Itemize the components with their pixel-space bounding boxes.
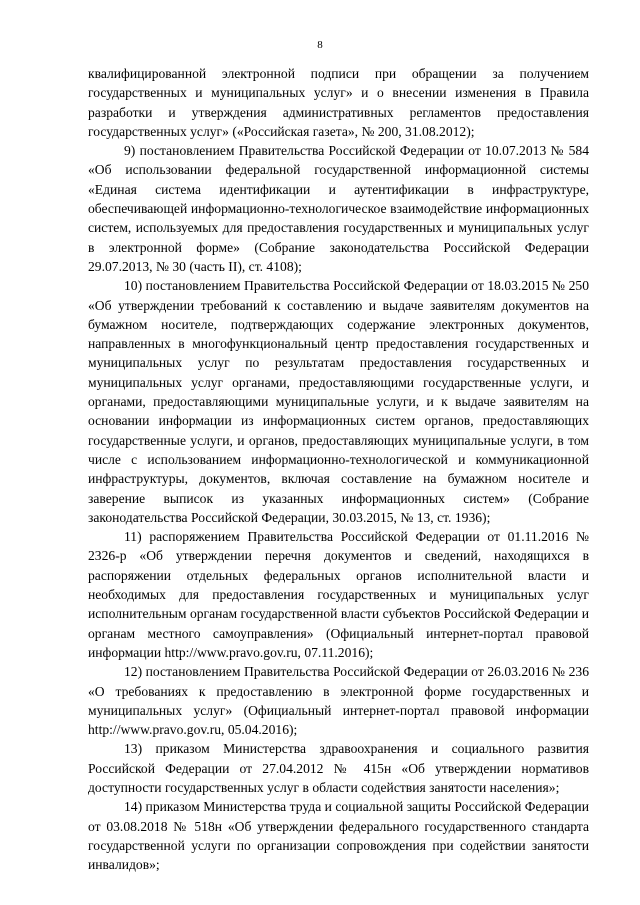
- list-item-12: 12) постановлением Правительства Российской Федерации от 26.03.2016 № 236 «О требованиях к предоставлению в электронной форме государственных и муниципальных услуг» (Официальный интернет-портал правовой информации http://www.pravo.gov.ru, 05.04.2016);: [88, 664, 589, 738]
- list-item-14: 14) приказом Министерства труда и социальной защиты Российской Федерации от 03.08.2018 № 518н «Об утверждении федерального государственного стандарта государственной услуги по организации сопровождения при содействии занятости инвалидов»;: [88, 799, 589, 873]
- list-item-9: 9) постановлением Правительства Российской Федерации от 10.07.2013 № 584 «Об использовании федеральной государственной информационной системы «Единая система идентификации и аутентификации в инфраструктуре, обеспечивающей информационно-технологическое взаимодействие информационных систем, используемых для предоставления государственных и муниципальных услуг в электронной форме» (Собрание законодательства Российской Федерации 29.07.2013, № 30 (часть II), ст. 4108);: [88, 143, 589, 274]
- list-item-13: 13) приказом Министерства здравоохранения и социального развития Российской Федерации от 27.04.2012 № 415н «Об утверждении нормативов доступности государственных услуг в области содействия занятости населения»;: [88, 741, 589, 795]
- list-item-11: 11) распоряжением Правительства Российской Федерации от 01.11.2016 № 2326-р «Об утверждении перечня документов и сведений, находящихся в распоряжении отдельных федеральных органов исполнительной власти и необходимых для предоставления государственных и муниципальных услуг исполнительным органам государственной власти субъектов Российской Федерации и органам местного самоуправления» (Официальный интернет-портал правовой информации http://www.pravo.gov.ru, 07.11.2016);: [88, 529, 589, 660]
- paragraph-continuation: квалифицированной электронной подписи при обращении за получением государственных и муниципальных услуг» и о внесении изменения в Правила разработки и утверждения административных регламентов предоставления государственных услуг» («Российская газета», № 200, 31.08.2012);: [88, 66, 589, 139]
- document-body: [88, 64, 589, 874]
- list-item-10: 10) постановлением Правительства Российской Федерации от 18.03.2015 № 250 «Об утверждении требований к составлению и выдаче заявителям документов на бумажном носителе, подтверждающих содержание электронных документов, направленных в многофункциональный центр предоставления государственных и муниципальных услуг по результатам предоставления государственных и муниципальных услуг органами, предоставляющими государственные услуги, и органами, предоставляющими муниципальные услуги, и к выдаче заявителям на основании информации из информационных систем органов, предоставляющих государственные услуги, и органов, предоставляющих муниципальные услуги, в том числе с использованием информационно-технологической и коммуникационной инфраструктуры, документов, включая составление на бумажном носителе и заверение выписок из указанных информационных систем» (Собрание законодательства Российской Федерации, 30.03.2015, № 13, ст. 1936);: [88, 278, 589, 525]
- page-number: 8: [317, 39, 323, 51]
